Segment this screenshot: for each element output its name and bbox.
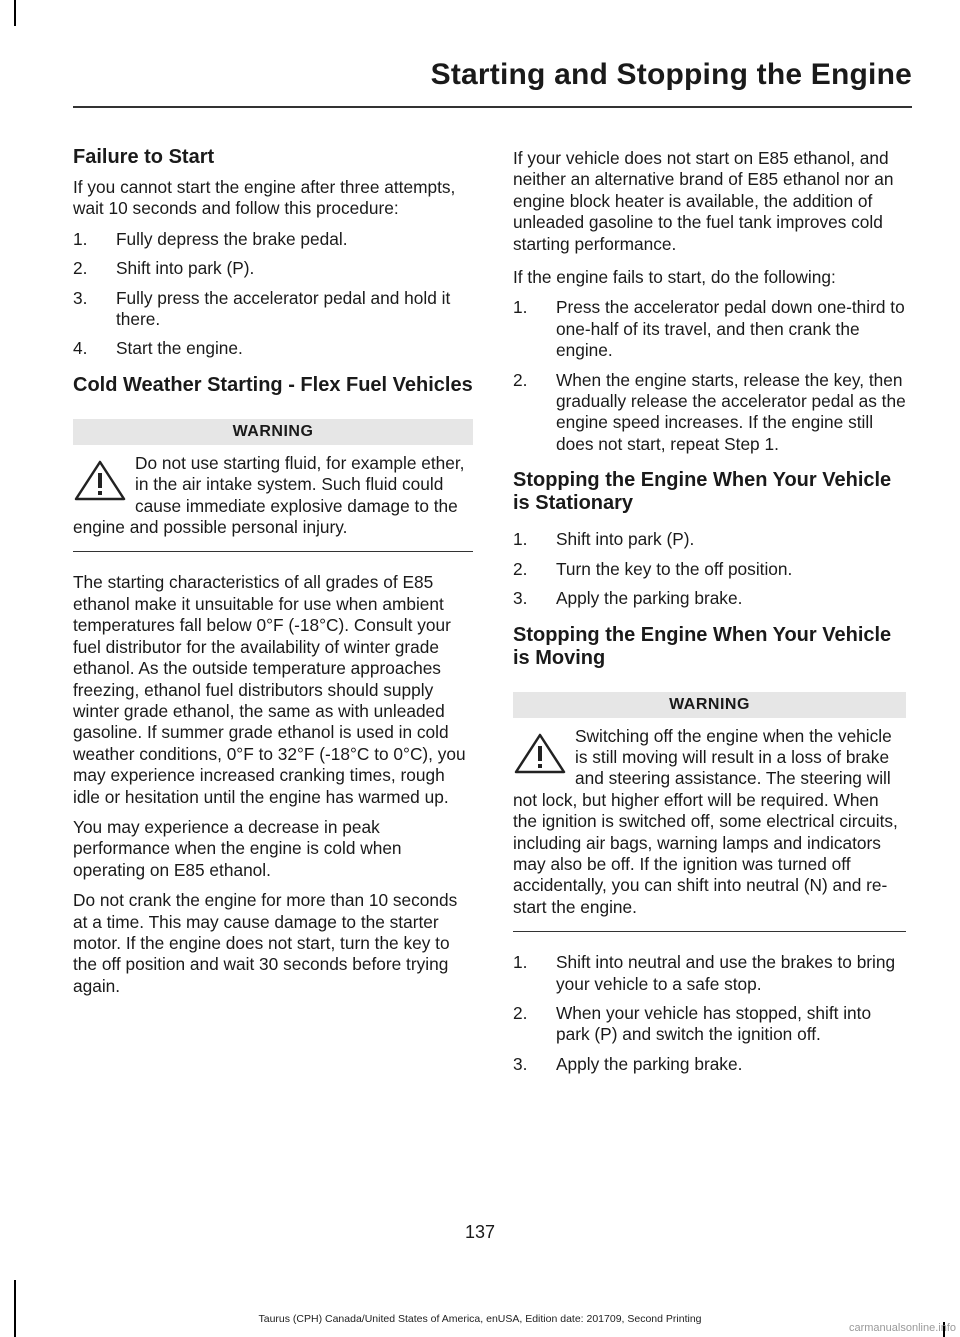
cold-paragraph-2: You may experience a decrease in peak performance when the engine is cold when operating on E85 ethanol. xyxy=(73,816,402,880)
list-item: 3. Apply the parking brake. xyxy=(513,588,743,609)
moving-steps-list xyxy=(513,952,906,1075)
cold-paragraph-3: Do not crank the engine for more than 10 seconds at a time. This may cause damage to the starter motor. If the engine does not start, turn the key to the off position and wait 30 seconds before trying again. xyxy=(73,890,458,996)
cold-weather-heading: Cold Weather Starting - Flex Fuel Vehicles xyxy=(73,373,473,396)
warning-label: WARNING xyxy=(513,692,906,718)
warning-box xyxy=(513,692,906,933)
list-item: 4. Start the engine. xyxy=(73,338,243,359)
fail-steps-list xyxy=(513,297,906,455)
watermark: carmanualsonline.info xyxy=(848,1322,956,1334)
left-column xyxy=(73,140,473,1006)
failure-intro: If you cannot start the engine after three attempts, wait 10 seconds and follow this procedure: xyxy=(73,177,456,219)
crop-mark-bottom-left xyxy=(14,1280,16,1337)
right-column xyxy=(513,148,906,1085)
list-item: 3. Fully press the accelerator pedal and hold it there. xyxy=(73,287,451,330)
right-paragraph-2: If the engine fails to start, do the following: xyxy=(513,267,836,288)
header-rule xyxy=(73,106,912,108)
page-number: 137 xyxy=(464,1222,496,1242)
failure-to-start-heading: Failure to Start xyxy=(73,146,215,168)
list-item: 2. When the engine starts, release the key, then gradually release the accelerator pedal as the engine speed increases. If the engine still does not start, repeat Step 1. xyxy=(513,369,906,454)
list-item: 2. Turn the key to the off position. xyxy=(513,558,793,579)
list-item: 1. Shift into neutral and use the brakes to bring your vehicle to a safe stop. xyxy=(513,952,896,994)
cold-paragraph-1: The starting characteristics of all grades of E85 ethanol make it unsuitable for use when ambient temperatures fall below 0°F (-18°C). Consult your fuel distributor for the availability of winter grade ethanol. As the outside temperature approaches freezing, ethanol fuel distributors should supply winter grade ethanol, the same as with unleaded gasoline. If summer grade ethanol is used in cold weather conditions, 0°F to 32°F (-18°C to 0°C), you may experience increased cranking times, rough idle or hesitation until the engine has warmed up. xyxy=(73,572,466,807)
right-paragraph-1: If your vehicle does not start on E85 ethanol, and neither an alternative brand of E85 ethanol nor an engine block heater is available, the addition of unleaded gasoline to the fuel tank improves cold starting performance. xyxy=(513,148,894,254)
list-item: 2. When your vehicle has stopped, shift into park (P) and switch the ignition off. xyxy=(513,1002,872,1045)
stationary-heading: Stopping the Engine When Your Vehicle is Stationary xyxy=(513,469,892,515)
warning-triangle-icon xyxy=(513,732,567,774)
warning-text: Do not use starting fluid, for example ether, in the air intake system. Such fluid could cause immediate explosive damage to the engine and possible personal injury. xyxy=(73,452,465,538)
crop-mark-top-left xyxy=(14,0,16,26)
warning-label: WARNING xyxy=(73,419,473,445)
stationary-steps-list xyxy=(513,529,906,609)
warning-box xyxy=(73,419,473,553)
list-item: 1. Press the accelerator pedal down one-third to one-half of its travel, and then crank the engine. xyxy=(513,297,905,361)
list-item: 3. Apply the parking brake. xyxy=(513,1053,743,1074)
list-item: 1. Shift into park (P). xyxy=(513,529,695,550)
failure-steps-list xyxy=(73,229,473,360)
moving-heading: Stopping the Engine When Your Vehicle is Moving xyxy=(513,623,892,669)
warning-text: Switching off the engine when the vehicle is still moving will result in a loss of brake and steering assistance. The steering will not lock, but higher effort will be required. When the ignition is switched off, some electrical circuits, including air bags, warning lamps and indicators may also be off. If the ignition was turned off accidentally, you can shift into neutral (N) and re-start the engine. xyxy=(513,725,898,917)
page-header-title: Starting and Stopping the Engine xyxy=(430,58,912,91)
footer-edition: Taurus (CPH) Canada/United States of America, enUSA, Edition date: 201709, Second Printing xyxy=(258,1313,702,1325)
list-item: 2. Shift into park (P). xyxy=(73,258,255,279)
list-item: 1. Fully depress the brake pedal. xyxy=(73,228,348,249)
warning-triangle-icon xyxy=(73,459,127,501)
